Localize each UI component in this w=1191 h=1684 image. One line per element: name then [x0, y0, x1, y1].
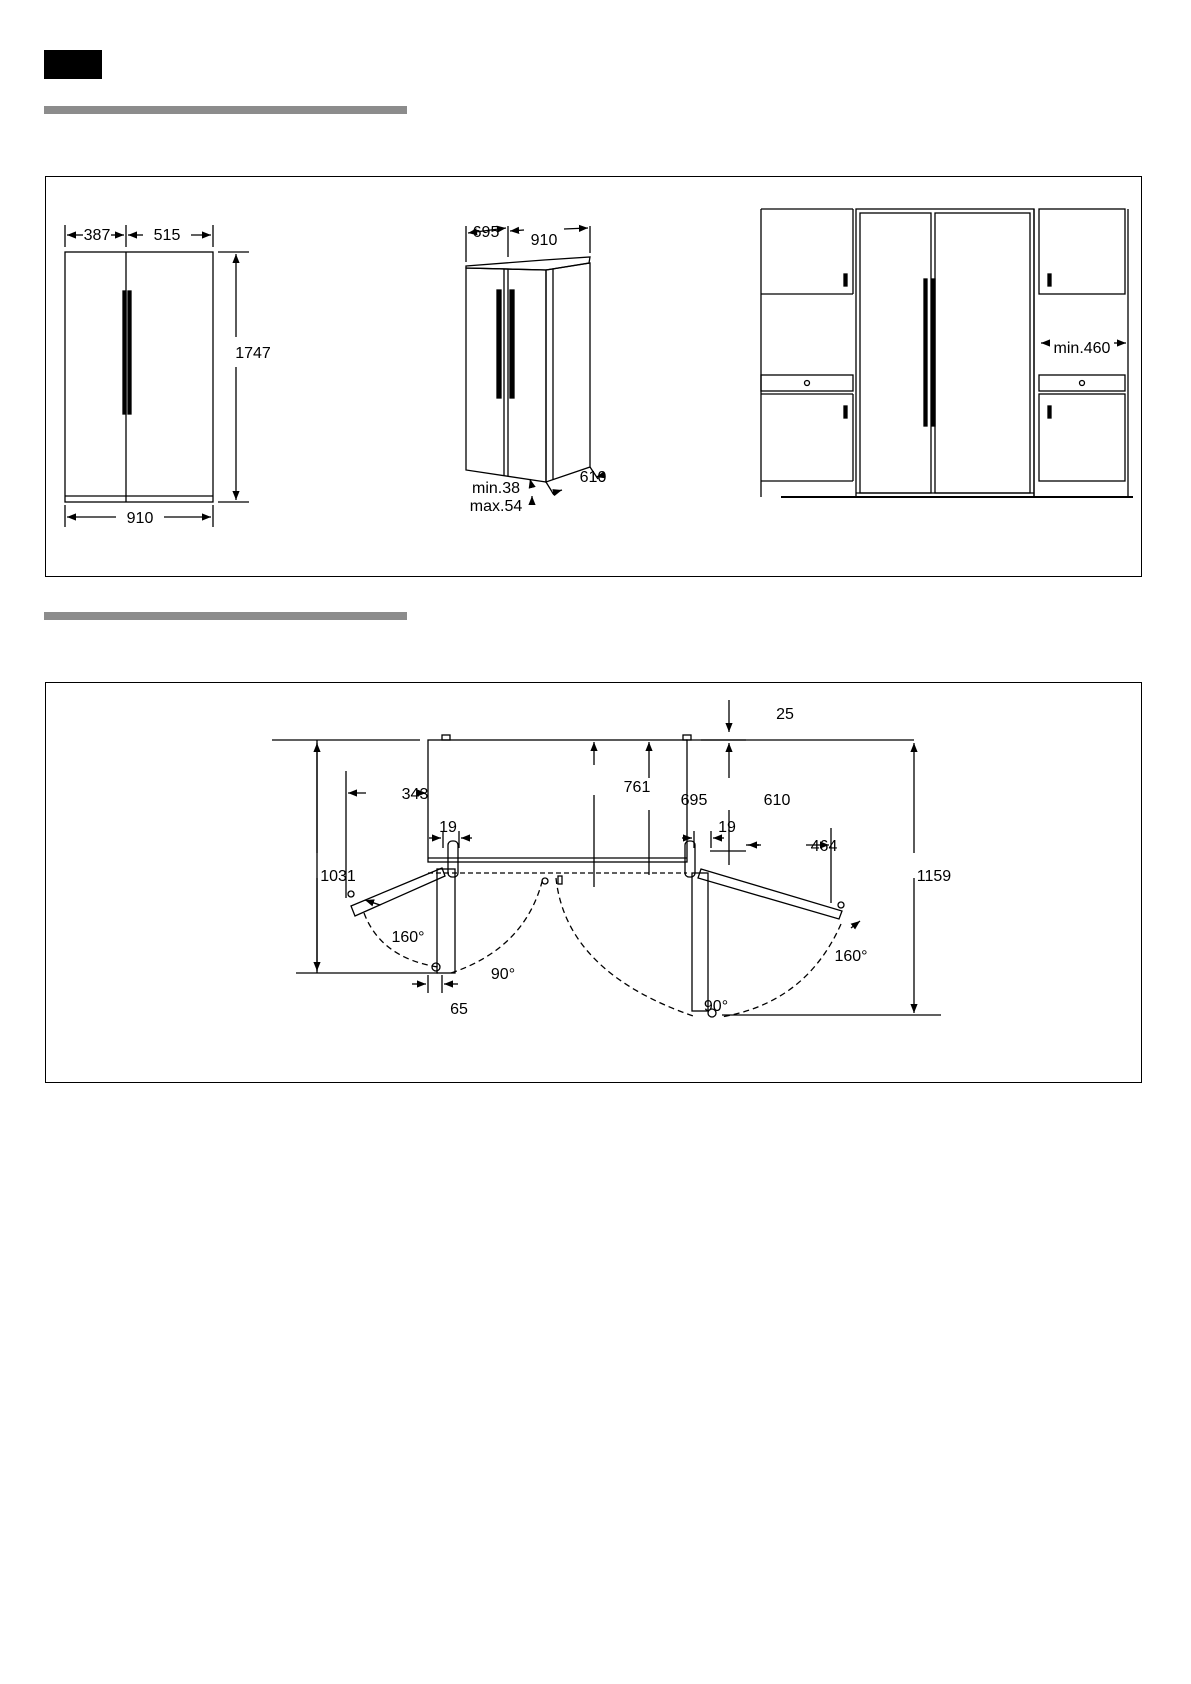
door-opening-diagram	[46, 683, 1143, 1084]
dim-910-bottom: 910	[126, 510, 154, 527]
dim-1159: 1159	[916, 868, 952, 885]
dim-761: 761	[623, 779, 651, 796]
dim-695-iso: 695	[472, 224, 500, 241]
dim-19-left: 19	[439, 819, 457, 836]
front-view	[65, 225, 249, 527]
dim-max54: max.54	[469, 498, 523, 515]
cabinet-body	[428, 740, 687, 862]
dim-19-right: 19	[718, 819, 736, 836]
dim-min460: min.460	[1053, 340, 1111, 357]
iso-view	[466, 226, 600, 504]
dim-1747: 1747	[235, 345, 271, 362]
language-tab	[44, 50, 102, 79]
section-bar-door-opening	[44, 612, 407, 620]
dim-1031: 1031	[320, 868, 356, 885]
dim-910-iso: 910	[530, 232, 558, 249]
dim-515: 515	[153, 227, 181, 244]
angle-90-right: 90°	[703, 998, 729, 1015]
dim-25: 25	[776, 706, 794, 723]
dim-65: 65	[450, 1001, 468, 1018]
dim-464: 464	[810, 838, 838, 855]
dimensions-diagram	[46, 177, 1143, 578]
dim-387: 387	[83, 227, 111, 244]
dim-610-iso: 610	[579, 469, 607, 486]
angle-160-right: 160°	[834, 948, 868, 965]
plan-view	[272, 700, 941, 1017]
angle-160-left: 160°	[391, 929, 425, 946]
dim-343: 343	[401, 786, 429, 803]
section-bar-dimensions	[44, 106, 407, 114]
dim-min38: min.38	[471, 480, 521, 497]
dim-610: 610	[763, 792, 791, 809]
door-opening-panel	[45, 682, 1142, 1083]
angle-90-left: 90°	[490, 966, 516, 983]
fridge-outline	[65, 252, 213, 502]
dimensions-panel	[45, 176, 1142, 577]
dim-695: 695	[680, 792, 708, 809]
